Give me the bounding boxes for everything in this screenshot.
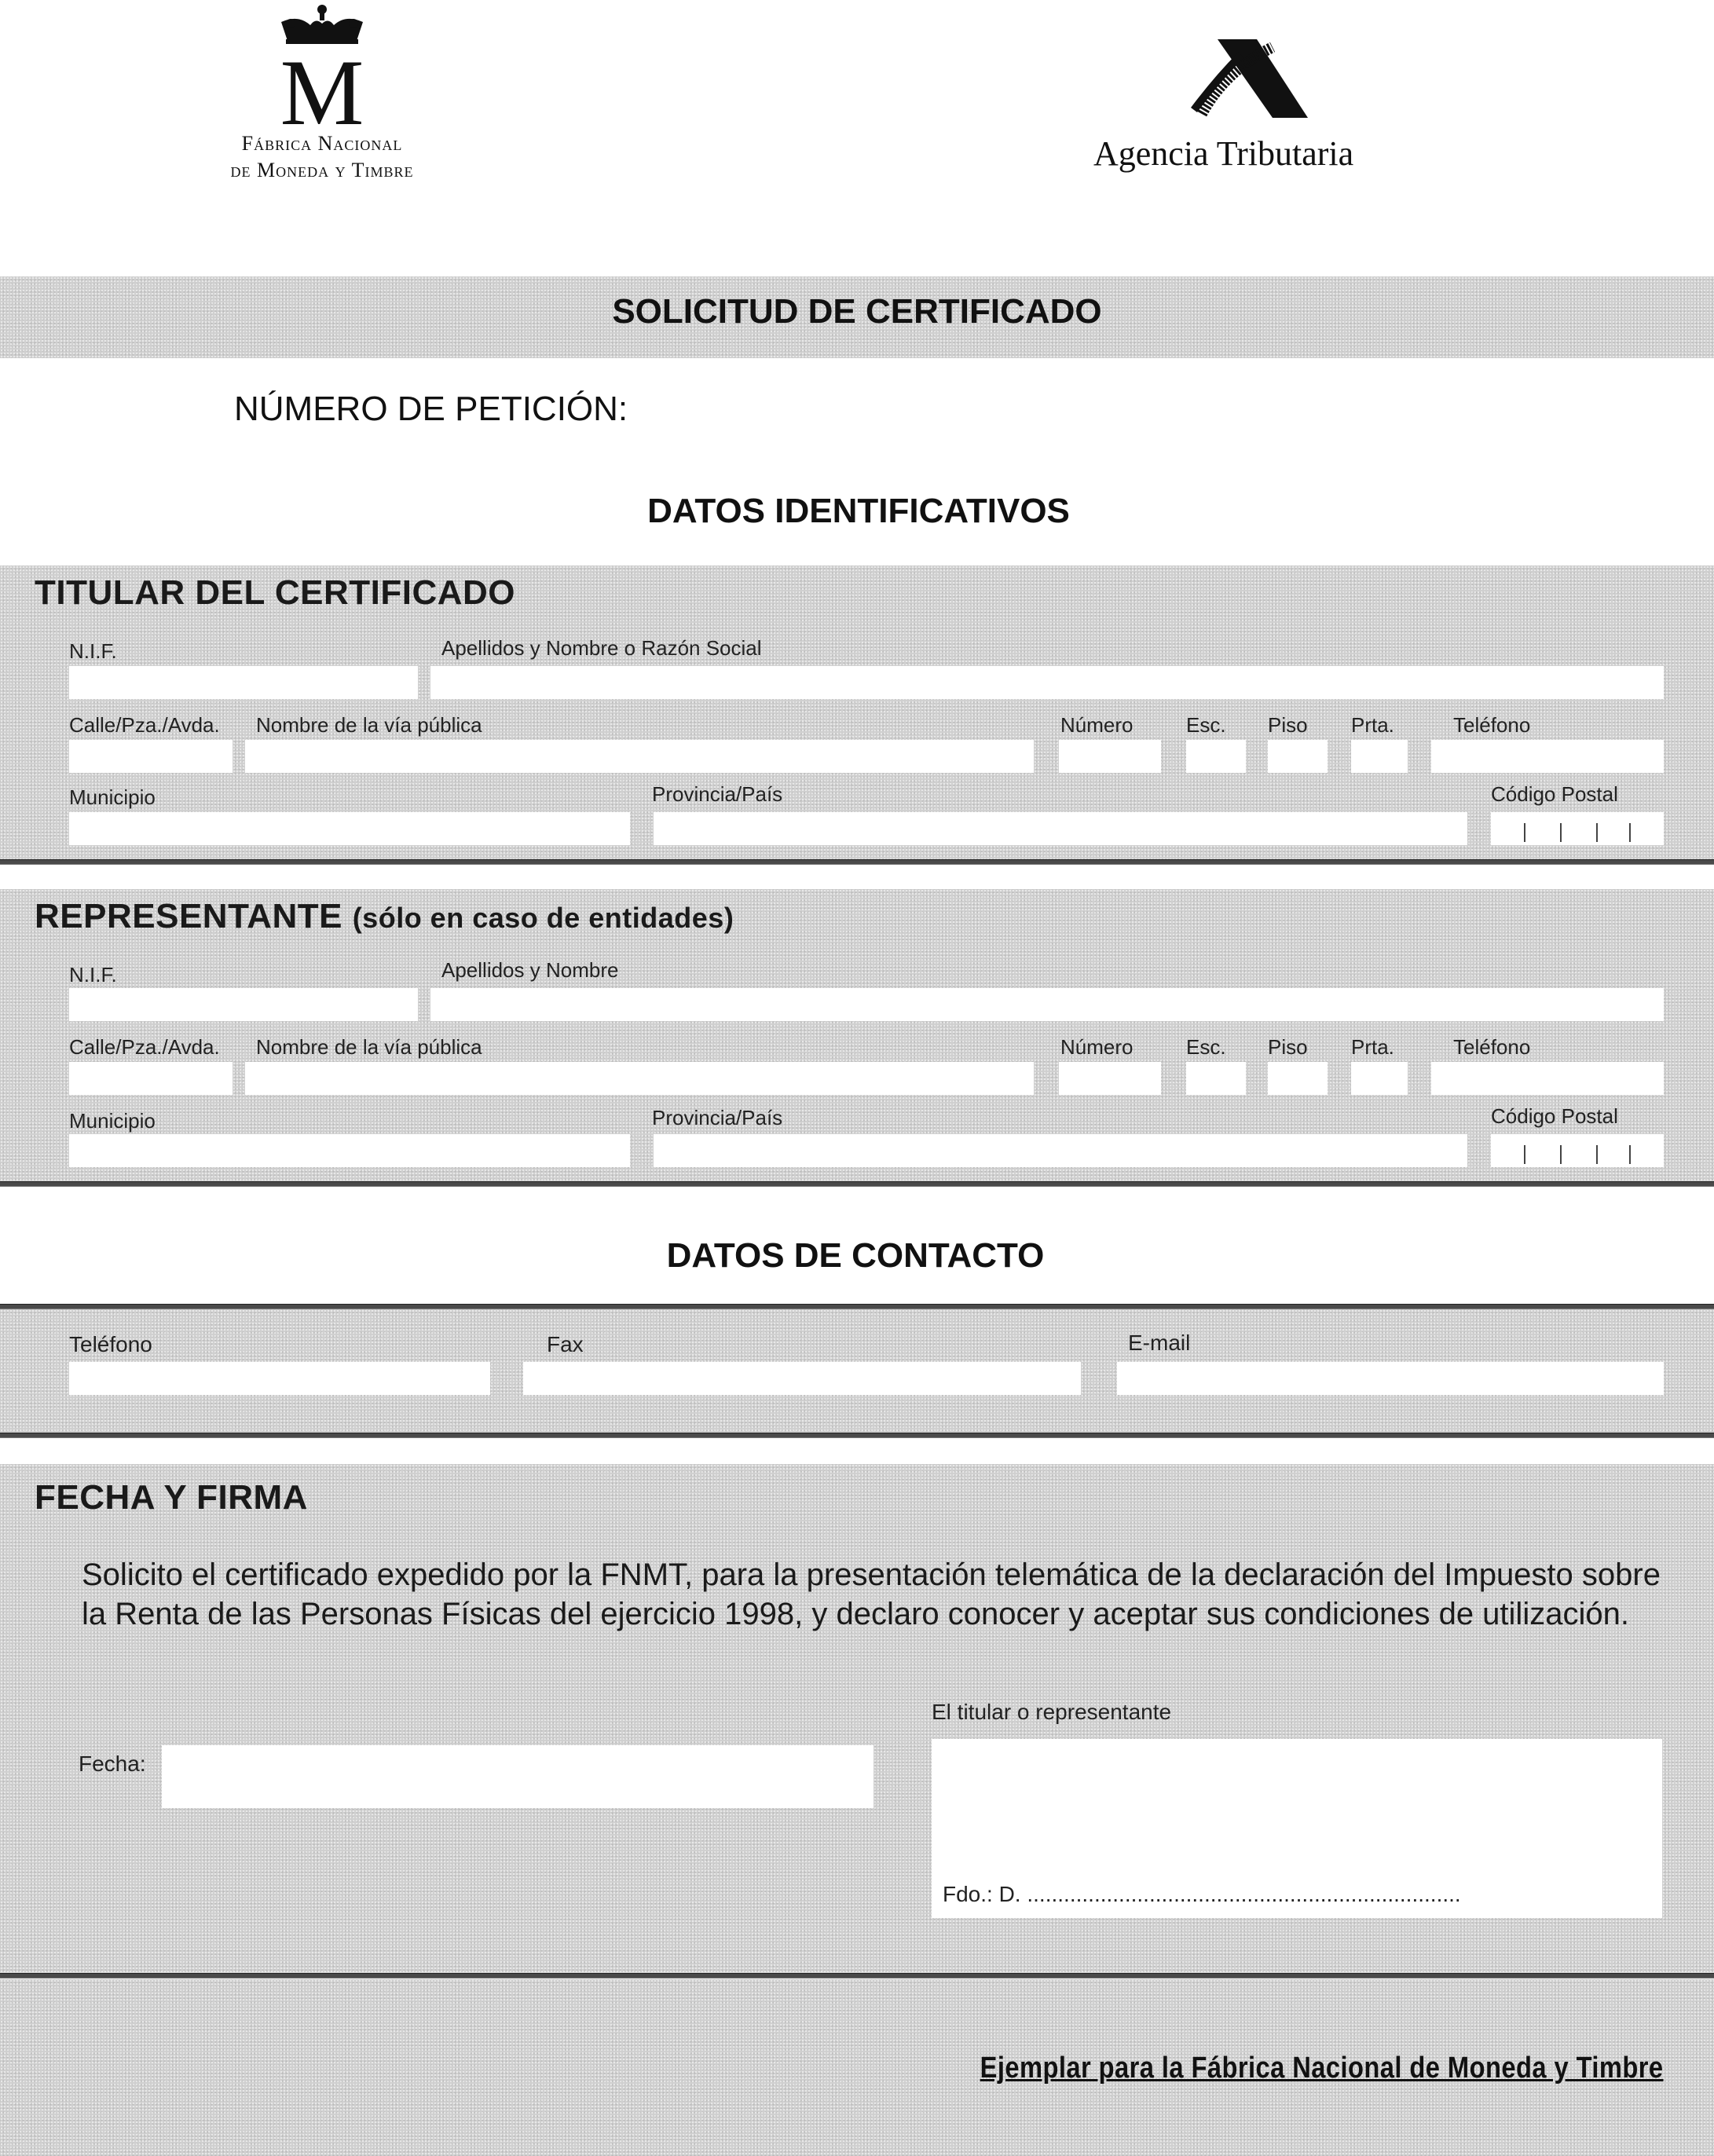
page-title: SOLICITUD DE CERTIFICADO [612, 292, 1102, 331]
rep-prta-label: Prta. [1351, 1035, 1394, 1059]
titular-piso-field[interactable] [1268, 740, 1328, 773]
rep-cp-label: Código Postal [1491, 1104, 1618, 1128]
crown-m-icon [181, 0, 463, 126]
datos-contacto-heading: DATOS DE CONTACTO [666, 1236, 1045, 1275]
agencia-emblem-icon [1163, 24, 1320, 126]
titular-esc-label: Esc. [1186, 713, 1226, 737]
titular-apellidos-field[interactable] [430, 666, 1664, 699]
rep-piso-label: Piso [1268, 1035, 1308, 1059]
titular-provincia-field[interactable] [654, 812, 1467, 845]
titular-telefono-label: Teléfono [1453, 713, 1531, 737]
titular-telefono-field[interactable] [1431, 740, 1664, 773]
representante-subtitle: (sólo en caso de entidades) [352, 902, 734, 934]
representante-title [35, 897, 734, 936]
rep-numero-field[interactable] [1059, 1062, 1161, 1095]
rep-esc-field[interactable] [1186, 1062, 1246, 1095]
rep-numero-label: Número [1060, 1035, 1134, 1059]
agencia-tributaria-text: Agencia Tributaria [1093, 134, 1354, 173]
titular-prta-field[interactable] [1351, 740, 1408, 773]
titular-via-field[interactable] [245, 740, 1034, 773]
firma-titular-label: El titular o representante [932, 1700, 1172, 1724]
firma-fecha-label: Fecha: [79, 1752, 146, 1776]
rep-telefono-field[interactable] [1431, 1062, 1664, 1095]
titular-calle-label: Calle/Pza./Avda. [69, 713, 220, 737]
rep-municipio-label: Municipio [69, 1109, 156, 1133]
fnmt-line2: de Moneda y Timbre [230, 159, 414, 181]
contacto-fax-label: Fax [547, 1332, 584, 1356]
rep-provincia-field[interactable] [654, 1134, 1467, 1167]
contacto-bottom-rule [0, 1433, 1714, 1438]
titular-municipio-label: Municipio [69, 785, 156, 809]
titular-esc-field[interactable] [1186, 740, 1246, 773]
rep-telefono-label: Teléfono [1453, 1035, 1531, 1059]
contacto-email-field[interactable] [1117, 1362, 1664, 1395]
titular-municipio-field[interactable] [69, 812, 630, 845]
contacto-fax-field[interactable] [523, 1362, 1081, 1395]
firma-title: FECHA Y FIRMA [35, 1478, 308, 1517]
titular-numero-field[interactable] [1059, 740, 1161, 773]
svg-text:M: M [280, 40, 364, 126]
rep-calle-label: Calle/Pza./Avda. [69, 1035, 220, 1059]
representante-title-main: REPRESENTANTE [35, 897, 342, 935]
firma-bottom-rule [0, 1973, 1714, 1978]
fecha-field[interactable] [162, 1745, 873, 1808]
titular-bottom-rule [0, 859, 1714, 865]
rep-calle-field[interactable] [69, 1062, 233, 1095]
titular-prta-label: Prta. [1351, 713, 1394, 737]
contacto-top-rule [0, 1304, 1714, 1309]
agencia-tributaria-logo [1084, 16, 1414, 181]
fnmt-line1: Fábrica Nacional [241, 132, 403, 155]
fnmt-logo [181, 0, 463, 189]
contacto-email-label: E-mail [1128, 1331, 1191, 1355]
rep-cp-field[interactable] [1491, 1134, 1664, 1167]
titular-numero-label: Número [1060, 713, 1134, 737]
rep-esc-label: Esc. [1186, 1035, 1226, 1059]
titular-piso-label: Piso [1268, 713, 1308, 737]
rep-nif-field[interactable] [69, 988, 418, 1021]
titular-apellidos-label: Apellidos y Nombre o Razón Social [441, 636, 762, 660]
titular-cp-field[interactable] [1491, 812, 1664, 845]
footer-ejemplar-text: Ejemplar para la Fábrica Nacional de Moneda y Timbre [980, 2052, 1664, 2085]
rep-nif-label: N.I.F. [69, 963, 117, 986]
rep-via-label: Nombre de la vía pública [256, 1035, 482, 1059]
representante-bottom-rule [0, 1181, 1714, 1187]
rep-apellidos-label: Apellidos y Nombre [441, 958, 619, 982]
rep-prta-field[interactable] [1351, 1062, 1408, 1095]
contacto-telefono-label: Teléfono [69, 1332, 152, 1356]
titular-nif-label: N.I.F. [69, 639, 117, 663]
titular-title: TITULAR DEL CERTIFICADO [35, 573, 515, 612]
firma-fdo-label: Fdo.: D. ....................................................................... [943, 1882, 1461, 1906]
rep-piso-field[interactable] [1268, 1062, 1328, 1095]
firma-declaration-text: Solicito el certificado expedido por la FNMT, para la presentación telemática de la declaración del Impuesto sobre la Renta de las Personas Físicas del ejercicio 1998, y declaro conocer y aceptar sus condiciones de utilización. [82, 1558, 1661, 1631]
titular-calle-field[interactable] [69, 740, 233, 773]
titular-nif-field[interactable] [69, 666, 418, 699]
rep-apellidos-field[interactable] [430, 988, 1664, 1021]
titular-provincia-label: Provincia/País [652, 782, 783, 806]
titular-cp-label: Código Postal [1491, 782, 1618, 806]
contacto-telefono-field[interactable] [69, 1362, 490, 1395]
rep-provincia-label: Provincia/País [652, 1106, 783, 1129]
titular-via-label: Nombre de la vía pública [256, 713, 482, 737]
rep-via-field[interactable] [245, 1062, 1034, 1095]
rep-municipio-field[interactable] [69, 1134, 630, 1167]
datos-identificativos-heading: DATOS IDENTIFICATIVOS [647, 492, 1070, 530]
numero-peticion-label: NÚMERO DE PETICIÓN: [234, 390, 628, 428]
